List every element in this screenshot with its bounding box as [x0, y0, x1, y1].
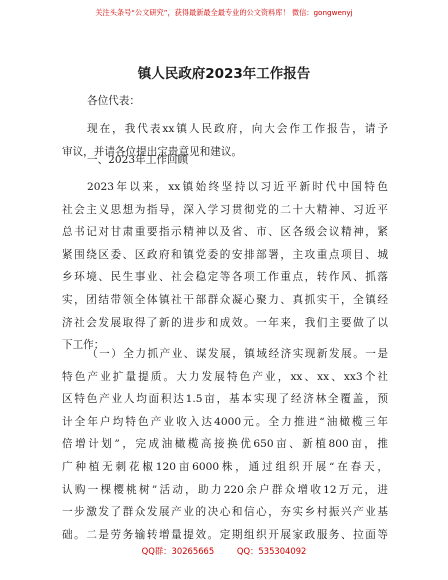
- text-line: 总书记对甘肃重要指示精神以及省、市、区各级会议精神，紧: [62, 226, 388, 239]
- footer-qq-group: QQ群：30265665: [141, 546, 215, 556]
- text-line: 区特色产业人均面积达1.5亩，基本实现了经济林全覆盖，预: [62, 393, 388, 406]
- text-line: 紧围绕区委、区政府和镇党委的安排部署，主攻重点项目、城: [62, 248, 388, 261]
- text-line: 广种植无刺花椒120亩6000株，通过组织开展“在春天，: [62, 460, 388, 473]
- text-line: 2023年以来，xx镇始终坚持以习近平新时代中国特色: [87, 181, 388, 193]
- text-line: 特色产业扩量提质。大力发展特色产业，xx、xx、xx3个社: [62, 370, 388, 383]
- text-line: 一步激发了群众发展产业的决心和信心，夯实乡村振兴产业基: [62, 506, 388, 519]
- text-line: 实，团结带领全体镇社干部群众凝心聚力、真抓实干，全镇经: [62, 293, 388, 306]
- text-line: 计全年户均特色产业收入达4000元。全力推进“油橄榄三年: [62, 415, 388, 428]
- text-line: 下工作：: [62, 339, 105, 352]
- text-line: 认购一棵樱桃树”活动，助力220余户群众增收12万元，进: [62, 483, 388, 496]
- text-line: 济社会发展取得了新的进步和成效。一年来，我们主要做了以: [62, 316, 388, 329]
- greeting: 各位代表：: [87, 95, 140, 107]
- text-line: 乡环境、民生事业、社会稳定等各项工作重点，转作风、抓落: [62, 271, 388, 284]
- footer-qq: QQ：535304092: [236, 546, 307, 556]
- text-line: 倍增计划”，完成油橄榄高接换优650亩、新植800亩，推: [62, 438, 388, 451]
- text-line: 审议，并请各位提出宝贵意见和建议。: [62, 145, 243, 158]
- promo-banner: 关注头条号“公文研究”，获得最新最全最专业的公文资料库！ 微信：gongwenyj: [95, 8, 353, 17]
- text-line: 社会主义思想为指导，深入学习贯彻党的二十大精神、习近平: [62, 203, 388, 216]
- text-line: 础。二是劳务输转增量提效。定期组织开展家政服务、拉面等: [62, 528, 388, 541]
- text-line: （一）全力抓产业、谋发展，镇域经济实现新发展。一是: [87, 348, 388, 360]
- section-heading: 一、2023年工作回顾: [87, 154, 189, 166]
- paragraph-industry: [62, 343, 388, 546]
- page-title: 镇人民政府2023年工作报告: [137, 66, 311, 82]
- paragraph-work-review: [62, 176, 388, 357]
- footer-contact: [0, 545, 448, 557]
- text-line: 现在，我代表xx镇人民政府，向大会作工作报告，请予: [87, 123, 388, 135]
